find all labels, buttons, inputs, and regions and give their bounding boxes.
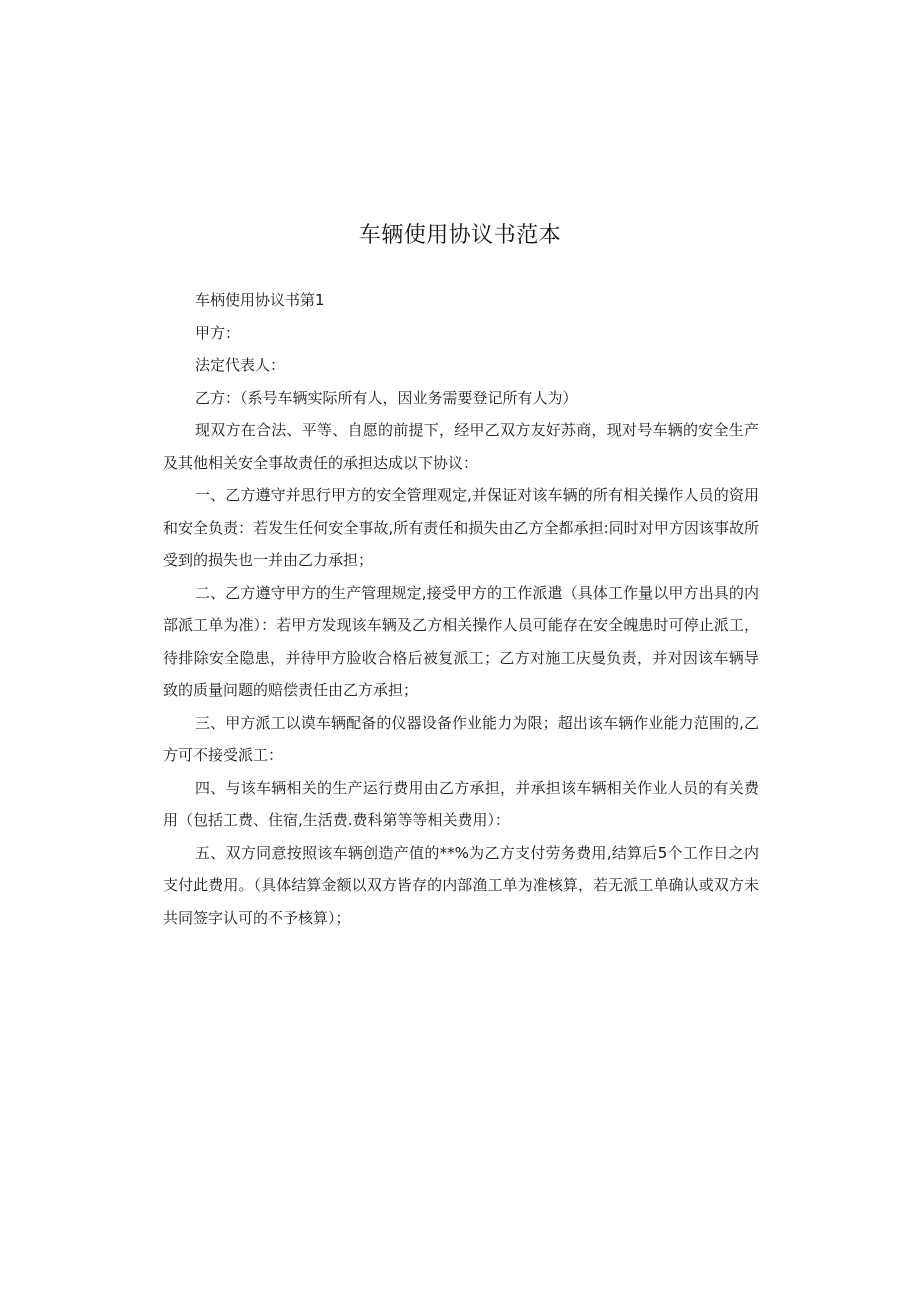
clause-3-paragraph: 三、甲方派工以谟车辆配备的仪器设备作业能力为限；超出该车辆作业能力范围的,乙方可不接受派工： [163,713,759,764]
preamble-paragraph: 现双方在合法、平等、自愿的前提下，经甲乙双方友好苏商，现对号车辆的安全生产及其他相关安全事故责任的承担达成以下协议： [163,421,759,472]
clause-4-paragraph: 四、与该车辆相关的生产运行费用由乙方承担，并承担该车辆相关作业人员的有关费用（包括工费、住宿,生活费.费科第等等相关费用）： [163,778,759,829]
party-b-line: 乙方：（系号车辆实际所有人，因业务需要登记所有人为） [195,388,578,407]
legal-representative-line: 法定代表人： [195,356,286,374]
party-a-line: 甲方： [195,323,241,342]
document-body [163,284,759,934]
clause-5-paragraph: 五、双方同意按照该车辆创造产值的**%为乙方支付劳务费用,结算后5个工作日之内支付此费用。（具体结算金额以双方皆存的内部渔工单为准核算，若无派工单确认或双方未共同签字认可的不予核算）； [163,843,759,927]
document-title: 车辆使用协议书范本 [358,223,562,248]
clause-1-paragraph: 一、乙方遵守并思行甲方的安全管理观定,并保证对该车辆的所有相关操作人员的资用和安全负责：若发生任何安全事故,所有责任和损失由乙方全都承担:同时对甲方因该事故所受到的损失也一并由乙力承担； [163,486,759,569]
agreement-number-line: 车柄使用协议书第1 [195,291,325,309]
clause-2-paragraph: 二、乙方遵守甲方的生产管理规定,接受甲方的工作派遣（具体工作量以甲方出具的内部派工单为准）：若甲方发现该车辆及乙方相关操作人员可能存在安全魄患时可停止派工，待排除安全隐患，并待甲方脸收合格后被复派工；乙方对施工庆曼负责，并对因该车辆导致的质量问题的赔偿责任由乙方承担； [163,583,759,699]
